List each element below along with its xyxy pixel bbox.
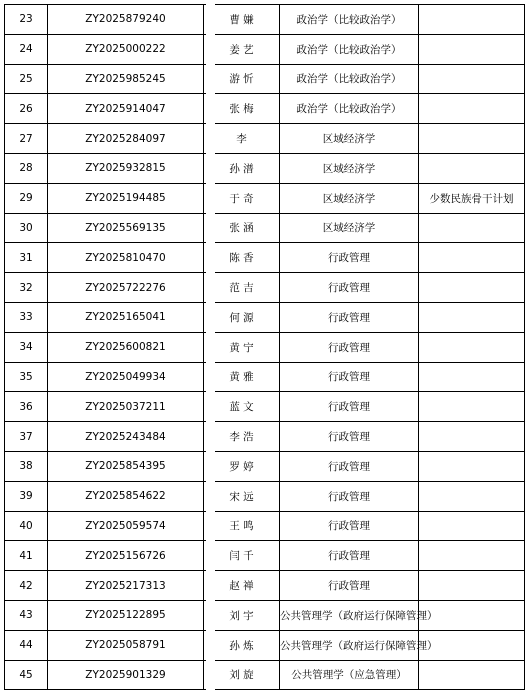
table-body (5, 5, 525, 690)
cell-name: 游 忻 (204, 64, 280, 94)
cell-major: 行政管理 (280, 392, 419, 422)
cell-note (419, 451, 525, 481)
cell-seq-no: 43 (5, 600, 48, 630)
table-row (5, 94, 525, 124)
cell-name: 范 吉 (204, 273, 280, 303)
cell-exam-id: ZY2025722276 (48, 273, 204, 303)
cell-major: 公共管理学（应急管理） (280, 660, 419, 690)
cell-seq-no: 44 (5, 630, 48, 660)
cell-exam-id: ZY2025037211 (48, 392, 204, 422)
table-row (5, 630, 525, 660)
table-row (5, 124, 525, 154)
cell-exam-id: ZY2025284097 (48, 124, 204, 154)
table-row (5, 422, 525, 452)
cell-seq-no: 23 (5, 5, 48, 35)
cell-major: 行政管理 (280, 571, 419, 601)
cell-name: 李 浩 (204, 422, 280, 452)
cell-name: 张 梅 (204, 94, 280, 124)
cell-exam-id: ZY2025058791 (48, 630, 204, 660)
cell-note (419, 273, 525, 303)
cell-seq-no: 26 (5, 94, 48, 124)
cell-name: 宋 远 (204, 481, 280, 511)
cell-exam-id: ZY2025156726 (48, 541, 204, 571)
table-row (5, 213, 525, 243)
cell-major: 公共管理学（政府运行保障管理） (280, 600, 419, 630)
cell-note: 少数民族骨干计划 (419, 183, 525, 213)
cell-seq-no: 36 (5, 392, 48, 422)
cell-note (419, 64, 525, 94)
table-row (5, 392, 525, 422)
table-row (5, 243, 525, 273)
cell-name: 赵 禅 (204, 571, 280, 601)
table-row (5, 362, 525, 392)
cell-major: 区域经济学 (280, 213, 419, 243)
table-row (5, 64, 525, 94)
cell-name: 李 (204, 124, 280, 154)
table-row (5, 153, 525, 183)
cell-major: 行政管理 (280, 541, 419, 571)
cell-exam-id: ZY2025879240 (48, 5, 204, 35)
table-row (5, 571, 525, 601)
cell-exam-id: ZY2025122895 (48, 600, 204, 630)
table-row (5, 5, 525, 35)
cell-major: 公共管理学（政府运行保障管理） (280, 630, 419, 660)
cell-note (419, 5, 525, 35)
table-row (5, 481, 525, 511)
table-row (5, 302, 525, 332)
admission-table (4, 4, 525, 690)
admission-list-sheet (4, 4, 525, 690)
cell-exam-id: ZY2025000222 (48, 34, 204, 64)
cell-note (419, 302, 525, 332)
cell-seq-no: 42 (5, 571, 48, 601)
cell-major: 行政管理 (280, 362, 419, 392)
cell-name: 孙 炼 (204, 630, 280, 660)
cell-seq-no: 34 (5, 332, 48, 362)
cell-note (419, 481, 525, 511)
cell-note (419, 362, 525, 392)
cell-name: 罗 婷 (204, 451, 280, 481)
cell-seq-no: 27 (5, 124, 48, 154)
cell-seq-no: 32 (5, 273, 48, 303)
cell-exam-id: ZY2025194485 (48, 183, 204, 213)
cell-note (419, 332, 525, 362)
cell-name: 姜 艺 (204, 34, 280, 64)
cell-note (419, 660, 525, 690)
table-row (5, 541, 525, 571)
cell-exam-id: ZY2025217313 (48, 571, 204, 601)
cell-name: 何 源 (204, 302, 280, 332)
cell-name: 黄 雅 (204, 362, 280, 392)
cell-name: 蓝 文 (204, 392, 280, 422)
cell-major: 区域经济学 (280, 124, 419, 154)
cell-exam-id: ZY2025569135 (48, 213, 204, 243)
cell-note (419, 511, 525, 541)
cell-note (419, 124, 525, 154)
cell-major: 区域经济学 (280, 183, 419, 213)
cell-major: 行政管理 (280, 243, 419, 273)
cell-seq-no: 31 (5, 243, 48, 273)
cell-seq-no: 41 (5, 541, 48, 571)
cell-seq-no: 40 (5, 511, 48, 541)
cell-note (419, 392, 525, 422)
cell-seq-no: 24 (5, 34, 48, 64)
cell-seq-no: 45 (5, 660, 48, 690)
cell-exam-id: ZY2025854395 (48, 451, 204, 481)
cell-seq-no: 38 (5, 451, 48, 481)
cell-exam-id: ZY2025810470 (48, 243, 204, 273)
cell-seq-no: 39 (5, 481, 48, 511)
table-row (5, 34, 525, 64)
cell-seq-no: 30 (5, 213, 48, 243)
table-row (5, 183, 525, 213)
cell-name: 黄 宁 (204, 332, 280, 362)
cell-note (419, 34, 525, 64)
cell-name: 张 涵 (204, 213, 280, 243)
cell-note (419, 213, 525, 243)
cell-major: 行政管理 (280, 302, 419, 332)
cell-note (419, 571, 525, 601)
cell-name: 王 鸣 (204, 511, 280, 541)
cell-major: 行政管理 (280, 273, 419, 303)
cell-name: 刘 宇 (204, 600, 280, 630)
cell-exam-id: ZY2025059574 (48, 511, 204, 541)
cell-note (419, 541, 525, 571)
cell-name: 孙 潽 (204, 153, 280, 183)
cell-exam-id: ZY2025901329 (48, 660, 204, 690)
cell-major: 行政管理 (280, 332, 419, 362)
cell-seq-no: 35 (5, 362, 48, 392)
cell-major: 行政管理 (280, 481, 419, 511)
table-row (5, 332, 525, 362)
cell-major: 行政管理 (280, 511, 419, 541)
cell-exam-id: ZY2025914047 (48, 94, 204, 124)
cell-name: 刘 旋 (204, 660, 280, 690)
table-row (5, 511, 525, 541)
cell-name: 闫 千 (204, 541, 280, 571)
cell-major: 区域经济学 (280, 153, 419, 183)
cell-exam-id: ZY2025165041 (48, 302, 204, 332)
cell-major: 行政管理 (280, 451, 419, 481)
table-row (5, 273, 525, 303)
table-row (5, 451, 525, 481)
cell-note (419, 243, 525, 273)
cell-major: 政治学（比较政治学） (280, 64, 419, 94)
cell-exam-id: ZY2025243484 (48, 422, 204, 452)
cell-major: 政治学（比较政治学） (280, 34, 419, 64)
cell-exam-id: ZY2025854622 (48, 481, 204, 511)
cell-seq-no: 29 (5, 183, 48, 213)
cell-seq-no: 25 (5, 64, 48, 94)
cell-note (419, 422, 525, 452)
cell-major: 政治学（比较政治学） (280, 94, 419, 124)
cell-major: 政治学（比较政治学） (280, 5, 419, 35)
cell-exam-id: ZY2025932815 (48, 153, 204, 183)
cell-exam-id: ZY2025049934 (48, 362, 204, 392)
cell-name: 曹 嫌 (204, 5, 280, 35)
cell-exam-id: ZY2025600821 (48, 332, 204, 362)
cell-seq-no: 28 (5, 153, 48, 183)
cell-note (419, 94, 525, 124)
cell-name: 陈 香 (204, 243, 280, 273)
cell-major: 行政管理 (280, 422, 419, 452)
cell-exam-id: ZY2025985245 (48, 64, 204, 94)
cell-name: 于 奇 (204, 183, 280, 213)
table-row (5, 660, 525, 690)
cell-seq-no: 37 (5, 422, 48, 452)
cell-seq-no: 33 (5, 302, 48, 332)
table-row (5, 600, 525, 630)
cell-note (419, 153, 525, 183)
